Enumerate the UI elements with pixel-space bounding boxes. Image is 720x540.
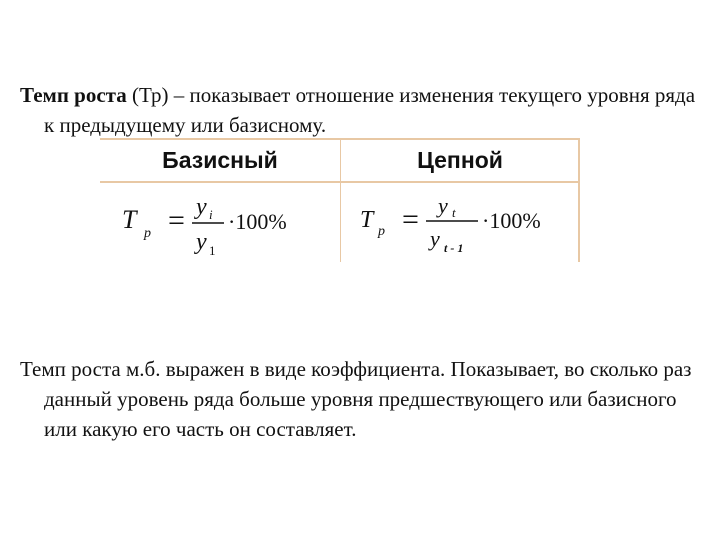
formula-chain-den-sub: t - 1: [444, 241, 464, 255]
formula-basic-lhs-sub: p: [144, 226, 151, 241]
formula-chain-eq: =: [402, 203, 419, 236]
coefficient-paragraph: Темп роста м.б. выражен в виде коэффициента. Показывает, во сколько раз данный уровень ряда больше уровня предшествующего или базисного или какую его часть он составляет.: [20, 357, 692, 441]
formula-chain-num: y: [438, 193, 448, 218]
formula-basic-den-sub: 1: [209, 243, 216, 258]
formula-chain-num-sub: t: [452, 205, 456, 220]
header-chain: Цепной: [417, 147, 503, 173]
formula-chain-mult: ·100%: [482, 208, 541, 233]
formula-basic: [100, 183, 340, 262]
formula-basic-num-sub: i: [209, 207, 213, 222]
formula-chain-den: y: [430, 226, 440, 251]
formula-chain: [340, 183, 580, 262]
formula-table: [100, 138, 580, 262]
term-growth-rate: Темп роста: [20, 83, 127, 107]
formula-basic-lhs: T: [122, 205, 137, 234]
formula-basic-num: y: [196, 194, 207, 220]
header-basic: Базисный: [162, 147, 278, 173]
formula-chain-lhs: T: [360, 207, 374, 233]
formula-basic-mult: ·100%: [228, 209, 287, 234]
formula-chain-lhs-sub: p: [378, 224, 385, 239]
growth-rate-definition: [20, 80, 704, 140]
formula-basic-den: y: [196, 229, 207, 255]
definition-text: (Тр) – показывает отношение изменения текущего уровня ряда к предыдущему или базисному.: [44, 83, 696, 137]
formula-basic-eq: =: [168, 204, 185, 237]
